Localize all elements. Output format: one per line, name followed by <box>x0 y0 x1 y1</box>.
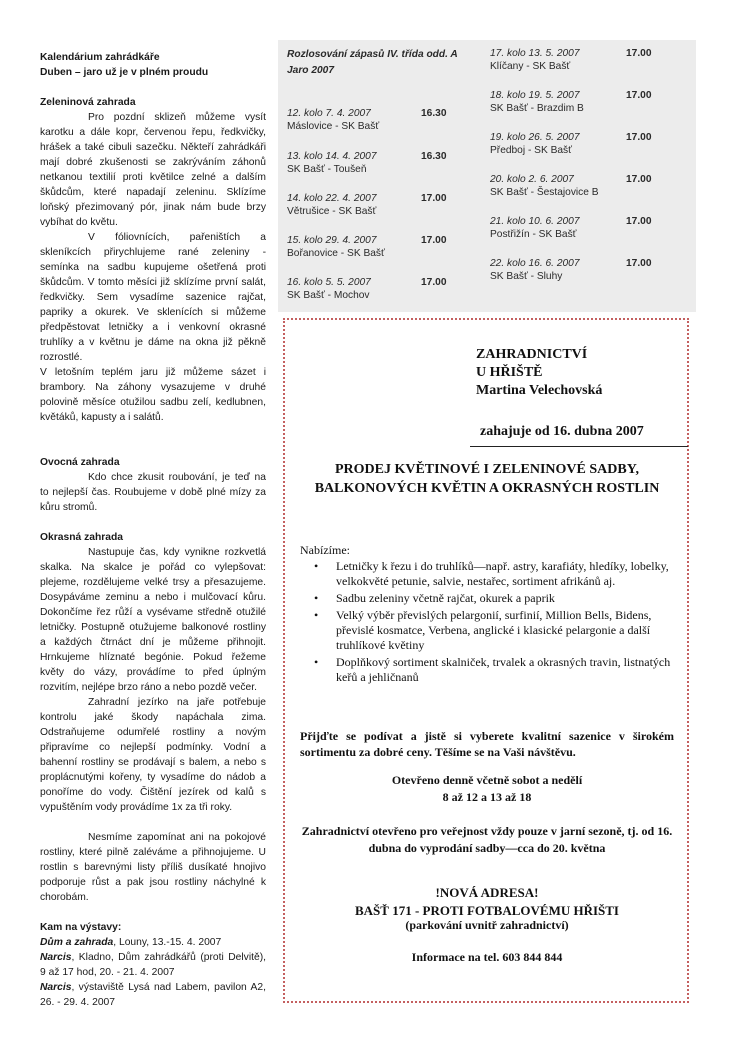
schedule-round-18: 18. kolo 19. 5. 2007 17.00 SK Bašť - Brazdim B <box>490 90 652 114</box>
veg-heading: Zeleninová zahrada <box>40 97 136 108</box>
exhibition-2: Narcis, Kladno, Dům zahrádkářů (proti Delvitě), 9 až 17 hod, 20. - 21. 4. 2007 <box>40 952 266 978</box>
fruit-paragraph: Kdo chce zkusit roubování, je teď na to nejlepší čas. Roubujeme v době plné mízy za kůru stromů. <box>40 472 266 513</box>
invitation-text: Přijďte se podívat a jistě si vyberete kvalitní sazenice v širokém sortimentu za dobré ceny. Těšíme se na Vaši návštěvu. <box>300 729 674 759</box>
schedule-round-16: 16. kolo 5. 5. 2007 17.00 SK Bašť - Mochov <box>287 277 447 301</box>
schedule-round-22: 22. kolo 16. 6. 2007 17.00 SK Bašť - Sluhy <box>490 258 652 282</box>
offer-label: Nabízíme: <box>300 543 350 557</box>
parking-note: (parkování uvnitř zahradnictví) <box>405 918 569 932</box>
schedule-round-15: 15. kolo 29. 4. 2007 17.00 Bořanovice - SK Bašť <box>287 235 447 259</box>
schedule-round-13: 13. kolo 14. 4. 2007 16.30 SK Bašť - Toušeň <box>287 151 447 175</box>
season-notice: Zahradnictví otevřeno pro veřejnost vždy pouze v jarní sezoně, tj. od 16. dubna do vyprodání sadby—cca do 20. května <box>301 824 673 855</box>
offer-list <box>300 559 672 685</box>
exhibitions-heading: Kam na výstavy: <box>40 922 122 933</box>
sales-headline: PRODEJ KVĚTINOVÉ I ZELENINOVÉ SADBY, BALKONOVÝCH KVĚTIN A OKRASNÝCH ROSTLIN <box>314 462 660 496</box>
ornamental-paragraph-2: Zahradní jezírko na jaře potřebuje kontrolu jaké škody napáchala zima. Odstraňujeme odumřelé rostliny a novým připravíme co nejlepší podmínky. Vodní a bahenní rostliny se prodávají s balem, a nebo s proplácnutými kořeny, ty vysadíme do nádob a ponoříme do vody. Čištění jezírek od kalů s vypuštěním vody provádíme 1x za tři roky. <box>40 697 266 813</box>
ornamental-paragraph-3: Nesmíme zapomínat ani na pokojové rostliny, které pilně zaléváme a přihnojujeme. U rostlin s barevnými listy příliš dusíkaté hnojivo podporuje růst a pak jsou rostliny náchylné k chorobám. <box>40 832 266 903</box>
opening-date: zahajuje od 16. dubna 2007 <box>480 424 644 439</box>
opening-hours: Otevřeno denně včetně sobot a nedělí 8 až 12 a 13 až 18 <box>391 773 583 804</box>
schedule-round-12: 12. kolo 7. 4. 2007 16.30 Máslovice - SK Bašť <box>287 108 447 132</box>
offer-item: • Sadbu zeleniny včetně rajčat, okurek a paprik <box>316 591 672 606</box>
schedule-round-14: 14. kolo 22. 4. 2007 17.00 Větrušice - SK Bašť <box>287 193 447 217</box>
ornamental-heading: Okrasná zahrada <box>40 532 123 543</box>
veg-paragraph-3: V letošním teplém jaru již můžeme sázet i brambory. Na záhony vysazujeme v druhé polovině měsíce otužilou sadbu zelí, kedlubnen, květáků, kapusty a i salátů. <box>40 367 266 423</box>
schedule-round-21: 21. kolo 10. 6. 2007 17.00 Postřižín - SK Bašť <box>490 216 652 240</box>
new-address: !NOVÁ ADRESA! BAŠŤ 171 - PROTI FOTBALOVÉMU HŘIŠTI <box>354 885 619 918</box>
exhibition-1: Dům a zahrada, Louny, 13.-15. 4. 2007 <box>40 937 222 948</box>
offer-item: • Letničky k řezu i do truhlíků—např. astry, karafiáty, hledíky, lobelky, velkokvěté petunie, salvie, nestařec, sortiment afrikánů aj. <box>316 559 672 589</box>
exhibition-3: Narcis, výstaviště Lysá nad Labem, pavilon A2, 26. - 29. 4. 2007 <box>40 982 266 1008</box>
phone-info: Informace na tel. 603 844 844 <box>411 950 563 964</box>
garden-calendar-article <box>40 50 266 1010</box>
fruit-heading: Ovocná zahrada <box>40 457 120 468</box>
schedule-round-17: 17. kolo 13. 5. 2007 17.00 Klíčany - SK Bašť <box>490 48 652 72</box>
nursery-name: ZAHRADNICTVÍ U HŘIŠTĚ Martina Velechovská <box>476 347 603 398</box>
veg-paragraph-1: Pro pozdní sklizeň můžeme vysít karotku a dále kopr, červenou řepu, ředkvičky, hrášek a také cibuli sazečku. Někteří zahrádkáři mají dobré zkušenosti se zakrýváním záhonů netkanou textilií proti květilce zelné a dalším škůdcům, které napadají zeleninu. Sklízíme loňský přezimovaný pór, jinak nám bude brzy vybíhat do květu. <box>40 112 266 228</box>
opening-underline <box>470 446 688 447</box>
offer-list-wrap <box>300 559 672 687</box>
offer-item: • Velký výběr převislých pelargonií, surfinií, Million Bells, Bidens, převislé kosmatce, Verbena, anglické i klasické pelargonie a další truhlíkové květiny <box>316 608 672 653</box>
schedule-title: Rozlosování zápasů IV. třída odd. A Jaro 2007 <box>287 49 458 76</box>
article-title: Kalendárium zahrádkáře <box>40 52 160 63</box>
ornamental-paragraph-1: Nastupuje čas, kdy vynikne rozkvetlá skalka. Na skalce je pořád co vylepšovat: plejeme, rozdělujeme velké trsy a přesazujeme. Dosypáváme zeminu a nebo i mulčovací kůru. Dokončíme řez růží a vysévame středně otužilé letničky. Postupně otužujeme balkonové rostliny a každých čtrnáct dní je můžeme přihnojit. Hrnkujeme hlíznaté begónie. Pokud řežeme květy do vázy, provádíme to před úplným rozvitím, nejlépe brzo ráno a nebo pozdě večer. <box>40 547 266 693</box>
offer-item: • Doplňkový sortiment skalniček, trvalek a okrasných travin, listnatých keřů a jehličnanů <box>316 655 672 685</box>
schedule-round-19: 19. kolo 26. 5. 2007 17.00 Předboj - SK Bašť <box>490 132 652 156</box>
schedule-round-20: 20. kolo 2. 6. 2007 17.00 SK Bašť - Šestajovice B <box>490 174 652 198</box>
article-subtitle: Duben – jaro už je v plném proudu <box>40 67 209 78</box>
veg-paragraph-2: V fóliovnících, pařeništích a skleníkcích přirychlujeme rané zeleniny - semínka na sadbu kupujeme ošetřená proti škůdcům. V tomto měsíci již sklízíme první salát, ředkvičky. Sem vysadíme sazenice rajčat, papriky a okurek. Ve sklenících si můžeme předpěstovat letničky a i venkovní okrasné truhlíky a v květnu je dáme na okna již pěkně rozrostlé. <box>40 232 266 363</box>
